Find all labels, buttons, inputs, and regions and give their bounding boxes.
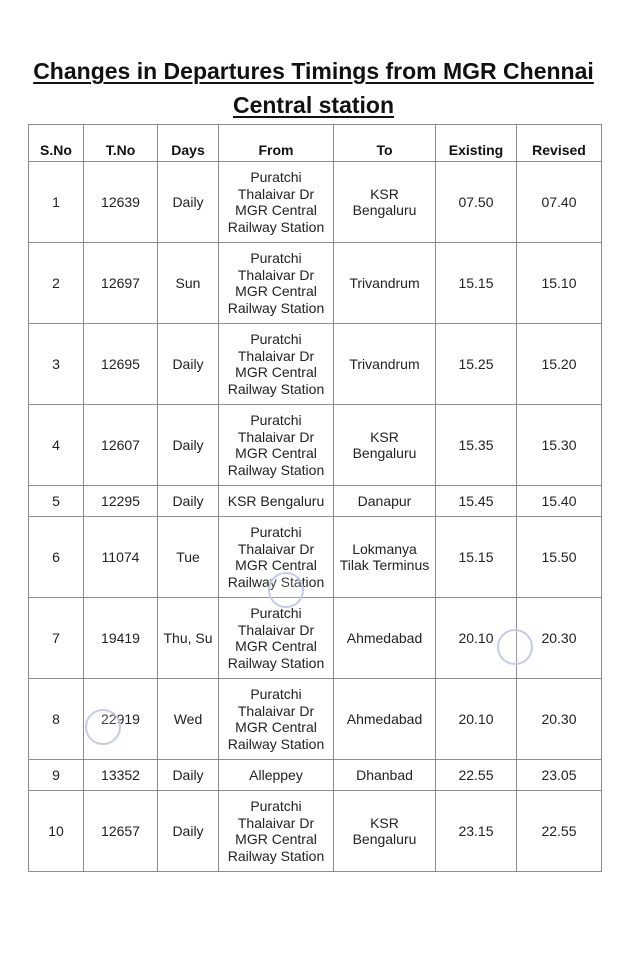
cell-to: KSR Bengaluru xyxy=(334,405,436,486)
cell-existing: 15.25 xyxy=(436,324,517,405)
cell-tno: 12697 xyxy=(84,243,158,324)
cell-from: KSR Bengaluru xyxy=(219,486,334,517)
cell-from: Puratchi Thalaivar Dr MGR Central Railway Station xyxy=(219,324,334,405)
cell-revised: 22.55 xyxy=(517,791,602,872)
cell-days: Sun xyxy=(158,243,219,324)
cell-to: Danapur xyxy=(334,486,436,517)
cell-revised: 15.40 xyxy=(517,486,602,517)
cell-from: Puratchi Thalaivar Dr MGR Central Railway Station xyxy=(219,598,334,679)
cell-revised: 15.10 xyxy=(517,243,602,324)
cell-revised: 20.30 xyxy=(517,598,602,679)
cell-sno: 10 xyxy=(29,791,84,872)
cell-existing: 15.45 xyxy=(436,486,517,517)
cell-tno: 11074 xyxy=(84,517,158,598)
cell-days: Wed xyxy=(158,679,219,760)
touch-indicator-circle xyxy=(497,629,533,665)
cell-sno: 3 xyxy=(29,324,84,405)
cell-days: Daily xyxy=(158,486,219,517)
cell-sno: 8 xyxy=(29,679,84,760)
cell-from: Alleppey xyxy=(219,760,334,791)
header-tno: T.No xyxy=(84,125,158,162)
cell-existing: 07.50 xyxy=(436,162,517,243)
header-existing: Existing xyxy=(436,125,517,162)
cell-days: Daily xyxy=(158,405,219,486)
cell-tno: 19419 xyxy=(84,598,158,679)
cell-to: Ahmedabad xyxy=(334,598,436,679)
header-sno: S.No xyxy=(29,125,84,162)
cell-from: Puratchi Thalaivar Dr MGR Central Railway Station xyxy=(219,791,334,872)
cell-sno: 4 xyxy=(29,405,84,486)
cell-revised: 15.50 xyxy=(517,517,602,598)
cell-days: Daily xyxy=(158,162,219,243)
cell-from: Puratchi Thalaivar Dr MGR Central Railway Station xyxy=(219,679,334,760)
cell-from: Puratchi Thalaivar Dr MGR Central Railway Station xyxy=(219,243,334,324)
table-row xyxy=(29,486,602,517)
cell-sno: 1 xyxy=(29,162,84,243)
cell-existing: 15.15 xyxy=(436,243,517,324)
cell-days: Daily xyxy=(158,760,219,791)
cell-days: Tue xyxy=(158,517,219,598)
cell-days: Thu, Su xyxy=(158,598,219,679)
cell-existing: 22.55 xyxy=(436,760,517,791)
cell-tno: 12695 xyxy=(84,324,158,405)
departure-timings-table xyxy=(28,124,602,872)
cell-to: Ahmedabad xyxy=(334,679,436,760)
cell-revised: 15.30 xyxy=(517,405,602,486)
cell-revised: 23.05 xyxy=(517,760,602,791)
table-row xyxy=(29,760,602,791)
table-row xyxy=(29,517,602,598)
touch-indicator-circle xyxy=(268,572,304,608)
cell-to: Trivandrum xyxy=(334,324,436,405)
cell-sno: 2 xyxy=(29,243,84,324)
cell-existing: 15.15 xyxy=(436,517,517,598)
cell-to: Trivandrum xyxy=(334,243,436,324)
header-to: To xyxy=(334,125,436,162)
cell-existing: 20.10 xyxy=(436,598,517,679)
cell-from: Puratchi Thalaivar Dr MGR Central Railway Station xyxy=(219,405,334,486)
cell-to: Lokmanya Tilak Terminus xyxy=(334,517,436,598)
title-line-1: Changes in Departures Timings from MGR Chennai xyxy=(33,58,594,84)
header-days: Days xyxy=(158,125,219,162)
cell-existing: 20.10 xyxy=(436,679,517,760)
cell-revised: 20.30 xyxy=(517,679,602,760)
cell-sno: 5 xyxy=(29,486,84,517)
cell-from: Puratchi Thalaivar Dr MGR Central Railway Station xyxy=(219,162,334,243)
page-title xyxy=(0,54,627,122)
cell-tno: 13352 xyxy=(84,760,158,791)
table-row xyxy=(29,405,602,486)
cell-sno: 6 xyxy=(29,517,84,598)
cell-tno: 12607 xyxy=(84,405,158,486)
cell-days: Daily xyxy=(158,791,219,872)
cell-sno: 7 xyxy=(29,598,84,679)
cell-days: Daily xyxy=(158,324,219,405)
table-row xyxy=(29,324,602,405)
header-revised: Revised xyxy=(517,125,602,162)
cell-to: KSR Bengaluru xyxy=(334,162,436,243)
cell-to: KSR Bengaluru xyxy=(334,791,436,872)
cell-sno: 9 xyxy=(29,760,84,791)
cell-revised: 15.20 xyxy=(517,324,602,405)
cell-existing: 15.35 xyxy=(436,405,517,486)
touch-indicator-circle xyxy=(85,709,121,745)
cell-tno: 12639 xyxy=(84,162,158,243)
cell-to: Dhanbad xyxy=(334,760,436,791)
cell-tno: 12657 xyxy=(84,791,158,872)
cell-tno: 12295 xyxy=(84,486,158,517)
cell-tno: 22919 xyxy=(84,679,158,760)
table-header-row xyxy=(29,125,602,162)
header-from: From xyxy=(219,125,334,162)
table-row xyxy=(29,162,602,243)
table-row xyxy=(29,791,602,872)
cell-existing: 23.15 xyxy=(436,791,517,872)
table-row xyxy=(29,243,602,324)
title-line-2: Central station xyxy=(232,92,395,118)
cell-from: Puratchi Thalaivar Dr MGR Central Railway Station xyxy=(219,517,334,598)
cell-revised: 07.40 xyxy=(517,162,602,243)
